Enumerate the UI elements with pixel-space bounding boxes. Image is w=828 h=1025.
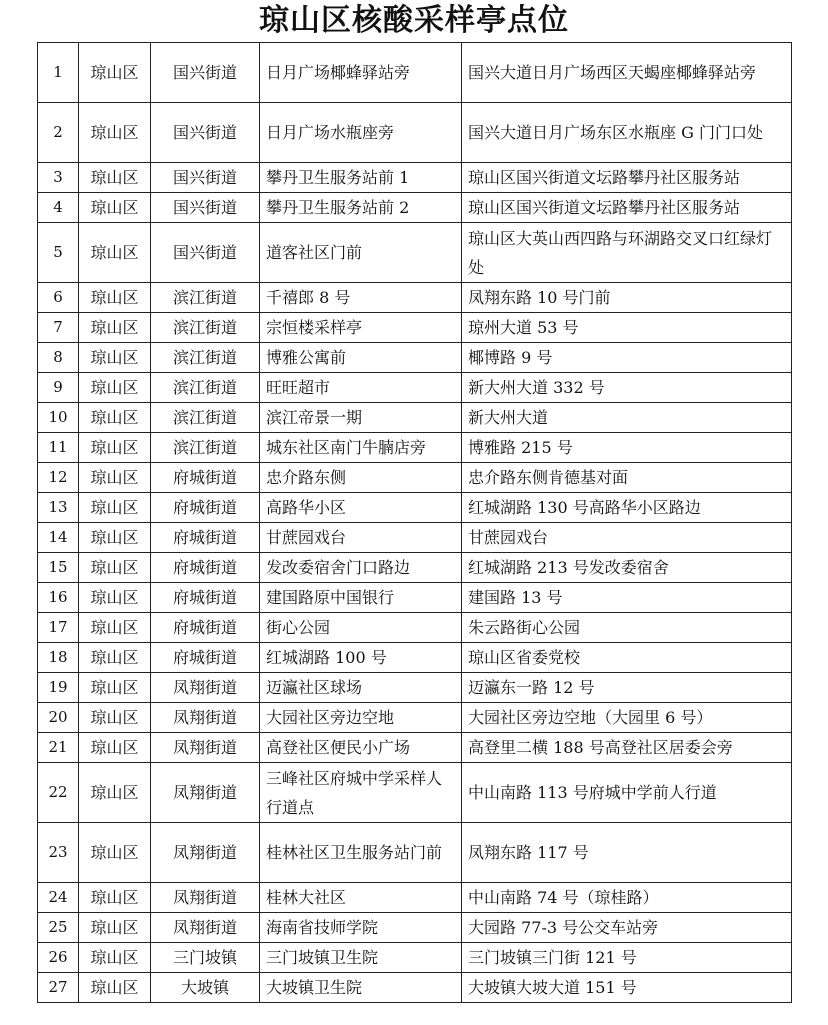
- table-row: [38, 523, 792, 553]
- table-body: [38, 43, 792, 1003]
- table-row: [38, 343, 792, 373]
- street-cell: 国兴街道: [151, 193, 260, 223]
- site-name-cell: 大坡镇卫生院: [260, 973, 462, 1003]
- row-number: 4: [38, 193, 79, 223]
- table-row: [38, 163, 792, 193]
- district-cell: 琼山区: [79, 673, 151, 703]
- street-cell: 凤翔街道: [151, 883, 260, 913]
- address-cell: 甘蔗园戏台: [462, 523, 792, 553]
- district-cell: 琼山区: [79, 373, 151, 403]
- row-number: 21: [38, 733, 79, 763]
- address-cell: 博雅路 215 号: [462, 433, 792, 463]
- district-cell: 琼山区: [79, 313, 151, 343]
- district-cell: 琼山区: [79, 523, 151, 553]
- site-name-cell: 大园社区旁边空地: [260, 703, 462, 733]
- site-name-cell: 城东社区南门牛腩店旁: [260, 433, 462, 463]
- address-cell: 建国路 13 号: [462, 583, 792, 613]
- district-cell: 琼山区: [79, 283, 151, 313]
- row-number: 1: [38, 43, 79, 103]
- row-number: 10: [38, 403, 79, 433]
- site-name-cell: 海南省技师学院: [260, 913, 462, 943]
- table-row: [38, 823, 792, 883]
- district-cell: 琼山区: [79, 643, 151, 673]
- street-cell: 府城街道: [151, 553, 260, 583]
- street-cell: 国兴街道: [151, 163, 260, 193]
- site-name-cell: 高路华小区: [260, 493, 462, 523]
- district-cell: 琼山区: [79, 43, 151, 103]
- row-number: 5: [38, 223, 79, 283]
- site-name-cell: 街心公园: [260, 613, 462, 643]
- row-number: 8: [38, 343, 79, 373]
- street-cell: 滨江街道: [151, 403, 260, 433]
- site-name-cell: 日月广场椰蜂驿站旁: [260, 43, 462, 103]
- row-number: 20: [38, 703, 79, 733]
- district-cell: 琼山区: [79, 703, 151, 733]
- street-cell: 府城街道: [151, 613, 260, 643]
- site-name-cell: 宗恒楼采样亭: [260, 313, 462, 343]
- site-name-cell: 滨江帝景一期: [260, 403, 462, 433]
- row-number: 17: [38, 613, 79, 643]
- street-cell: 凤翔街道: [151, 673, 260, 703]
- district-cell: 琼山区: [79, 613, 151, 643]
- row-number: 24: [38, 883, 79, 913]
- street-cell: 三门坡镇: [151, 943, 260, 973]
- address-cell: 中山南路 74 号（琼桂路）: [462, 883, 792, 913]
- district-cell: 琼山区: [79, 733, 151, 763]
- sampling-sites-table: [37, 42, 792, 1003]
- district-cell: 琼山区: [79, 883, 151, 913]
- table-row: [38, 673, 792, 703]
- site-name-cell: 博雅公寓前: [260, 343, 462, 373]
- district-cell: 琼山区: [79, 913, 151, 943]
- table-row: [38, 103, 792, 163]
- address-cell: 三门坡镇三门街 121 号: [462, 943, 792, 973]
- row-number: 11: [38, 433, 79, 463]
- street-cell: 大坡镇: [151, 973, 260, 1003]
- district-cell: 琼山区: [79, 223, 151, 283]
- row-number: 14: [38, 523, 79, 553]
- address-cell: 大园路 77-3 号公交车站旁: [462, 913, 792, 943]
- address-cell: 大园社区旁边空地（大园里 6 号）: [462, 703, 792, 733]
- address-cell: 国兴大道日月广场东区水瓶座 G 门门口处: [462, 103, 792, 163]
- row-number: 2: [38, 103, 79, 163]
- street-cell: 滨江街道: [151, 283, 260, 313]
- row-number: 19: [38, 673, 79, 703]
- street-cell: 府城街道: [151, 643, 260, 673]
- district-cell: 琼山区: [79, 823, 151, 883]
- table-row: [38, 43, 792, 103]
- table-row: [38, 283, 792, 313]
- table-row: [38, 193, 792, 223]
- row-number: 27: [38, 973, 79, 1003]
- street-cell: 府城街道: [151, 463, 260, 493]
- site-name-cell: 攀丹卫生服务站前 1: [260, 163, 462, 193]
- street-cell: 凤翔街道: [151, 823, 260, 883]
- district-cell: 琼山区: [79, 583, 151, 613]
- table-row: [38, 403, 792, 433]
- address-cell: 琼山区国兴街道文坛路攀丹社区服务站: [462, 163, 792, 193]
- address-cell: 凤翔东路 117 号: [462, 823, 792, 883]
- site-name-cell: 发改委宿舍门口路边: [260, 553, 462, 583]
- address-cell: 朱云路街心公园: [462, 613, 792, 643]
- site-name-cell: 道客社区门前: [260, 223, 462, 283]
- district-cell: 琼山区: [79, 463, 151, 493]
- site-name-cell: 忠介路东侧: [260, 463, 462, 493]
- street-cell: 滨江街道: [151, 433, 260, 463]
- address-cell: 新大州大道: [462, 403, 792, 433]
- address-cell: 大坡镇大坡大道 151 号: [462, 973, 792, 1003]
- table-row: [38, 883, 792, 913]
- street-cell: 国兴街道: [151, 223, 260, 283]
- street-cell: 凤翔街道: [151, 703, 260, 733]
- row-number: 13: [38, 493, 79, 523]
- address-cell: 琼山区大英山西四路与环湖路交叉口红绿灯处: [462, 223, 792, 283]
- address-cell: 中山南路 113 号府城中学前人行道: [462, 763, 792, 823]
- row-number: 3: [38, 163, 79, 193]
- street-cell: 府城街道: [151, 523, 260, 553]
- street-cell: 国兴街道: [151, 103, 260, 163]
- district-cell: 琼山区: [79, 763, 151, 823]
- table-row: [38, 613, 792, 643]
- row-number: 9: [38, 373, 79, 403]
- street-cell: 国兴街道: [151, 43, 260, 103]
- row-number: 26: [38, 943, 79, 973]
- district-cell: 琼山区: [79, 943, 151, 973]
- address-cell: 凤翔东路 10 号门前: [462, 283, 792, 313]
- address-cell: 新大州大道 332 号: [462, 373, 792, 403]
- site-name-cell: 红城湖路 100 号: [260, 643, 462, 673]
- district-cell: 琼山区: [79, 493, 151, 523]
- site-name-cell: 日月广场水瓶座旁: [260, 103, 462, 163]
- table-row: [38, 643, 792, 673]
- table-row: [38, 493, 792, 523]
- street-cell: 凤翔街道: [151, 763, 260, 823]
- row-number: 18: [38, 643, 79, 673]
- table-row: [38, 703, 792, 733]
- address-cell: 椰博路 9 号: [462, 343, 792, 373]
- address-cell: 高登里二横 188 号高登社区居委会旁: [462, 733, 792, 763]
- district-cell: 琼山区: [79, 193, 151, 223]
- address-cell: 迈瀛东一路 12 号: [462, 673, 792, 703]
- street-cell: 府城街道: [151, 583, 260, 613]
- site-name-cell: 攀丹卫生服务站前 2: [260, 193, 462, 223]
- table-row: [38, 763, 792, 823]
- site-name-cell: 建国路原中国银行: [260, 583, 462, 613]
- table-row: [38, 463, 792, 493]
- address-cell: 琼山区国兴街道文坛路攀丹社区服务站: [462, 193, 792, 223]
- site-name-cell: 三门坡镇卫生院: [260, 943, 462, 973]
- row-number: 6: [38, 283, 79, 313]
- address-cell: 琼山区省委党校: [462, 643, 792, 673]
- street-cell: 凤翔街道: [151, 913, 260, 943]
- address-cell: 红城湖路 130 号高路华小区路边: [462, 493, 792, 523]
- site-name-cell: 高登社区便民小广场: [260, 733, 462, 763]
- table-row: [38, 973, 792, 1003]
- row-number: 12: [38, 463, 79, 493]
- street-cell: 府城街道: [151, 493, 260, 523]
- street-cell: 滨江街道: [151, 343, 260, 373]
- district-cell: 琼山区: [79, 103, 151, 163]
- row-number: 15: [38, 553, 79, 583]
- street-cell: 滨江街道: [151, 373, 260, 403]
- row-number: 22: [38, 763, 79, 823]
- table-row: [38, 943, 792, 973]
- table-row: [38, 583, 792, 613]
- page-title: 琼山区核酸采样亭点位: [259, 3, 569, 38]
- site-name-cell: 桂林社区卫生服务站门前: [260, 823, 462, 883]
- table-row: [38, 223, 792, 283]
- address-cell: 国兴大道日月广场西区天蝎座椰蜂驿站旁: [462, 43, 792, 103]
- address-cell: 红城湖路 213 号发改委宿舍: [462, 553, 792, 583]
- street-cell: 凤翔街道: [151, 733, 260, 763]
- table-row: [38, 553, 792, 583]
- table-row: [38, 913, 792, 943]
- table-row: [38, 373, 792, 403]
- row-number: 25: [38, 913, 79, 943]
- district-cell: 琼山区: [79, 553, 151, 583]
- site-name-cell: 甘蔗园戏台: [260, 523, 462, 553]
- address-cell: 琼州大道 53 号: [462, 313, 792, 343]
- site-name-cell: 千禧郎 8 号: [260, 283, 462, 313]
- row-number: 7: [38, 313, 79, 343]
- row-number: 16: [38, 583, 79, 613]
- table-row: [38, 433, 792, 463]
- site-name-cell: 桂林大社区: [260, 883, 462, 913]
- site-name-cell: 迈瀛社区球场: [260, 673, 462, 703]
- district-cell: 琼山区: [79, 163, 151, 193]
- site-name-cell: 三峰社区府城中学采样人行道点: [260, 763, 462, 823]
- street-cell: 滨江街道: [151, 313, 260, 343]
- district-cell: 琼山区: [79, 433, 151, 463]
- district-cell: 琼山区: [79, 973, 151, 1003]
- table-row: [38, 733, 792, 763]
- row-number: 23: [38, 823, 79, 883]
- district-cell: 琼山区: [79, 403, 151, 433]
- site-name-cell: 旺旺超市: [260, 373, 462, 403]
- address-cell: 忠介路东侧肯德基对面: [462, 463, 792, 493]
- district-cell: 琼山区: [79, 343, 151, 373]
- table-row: [38, 313, 792, 343]
